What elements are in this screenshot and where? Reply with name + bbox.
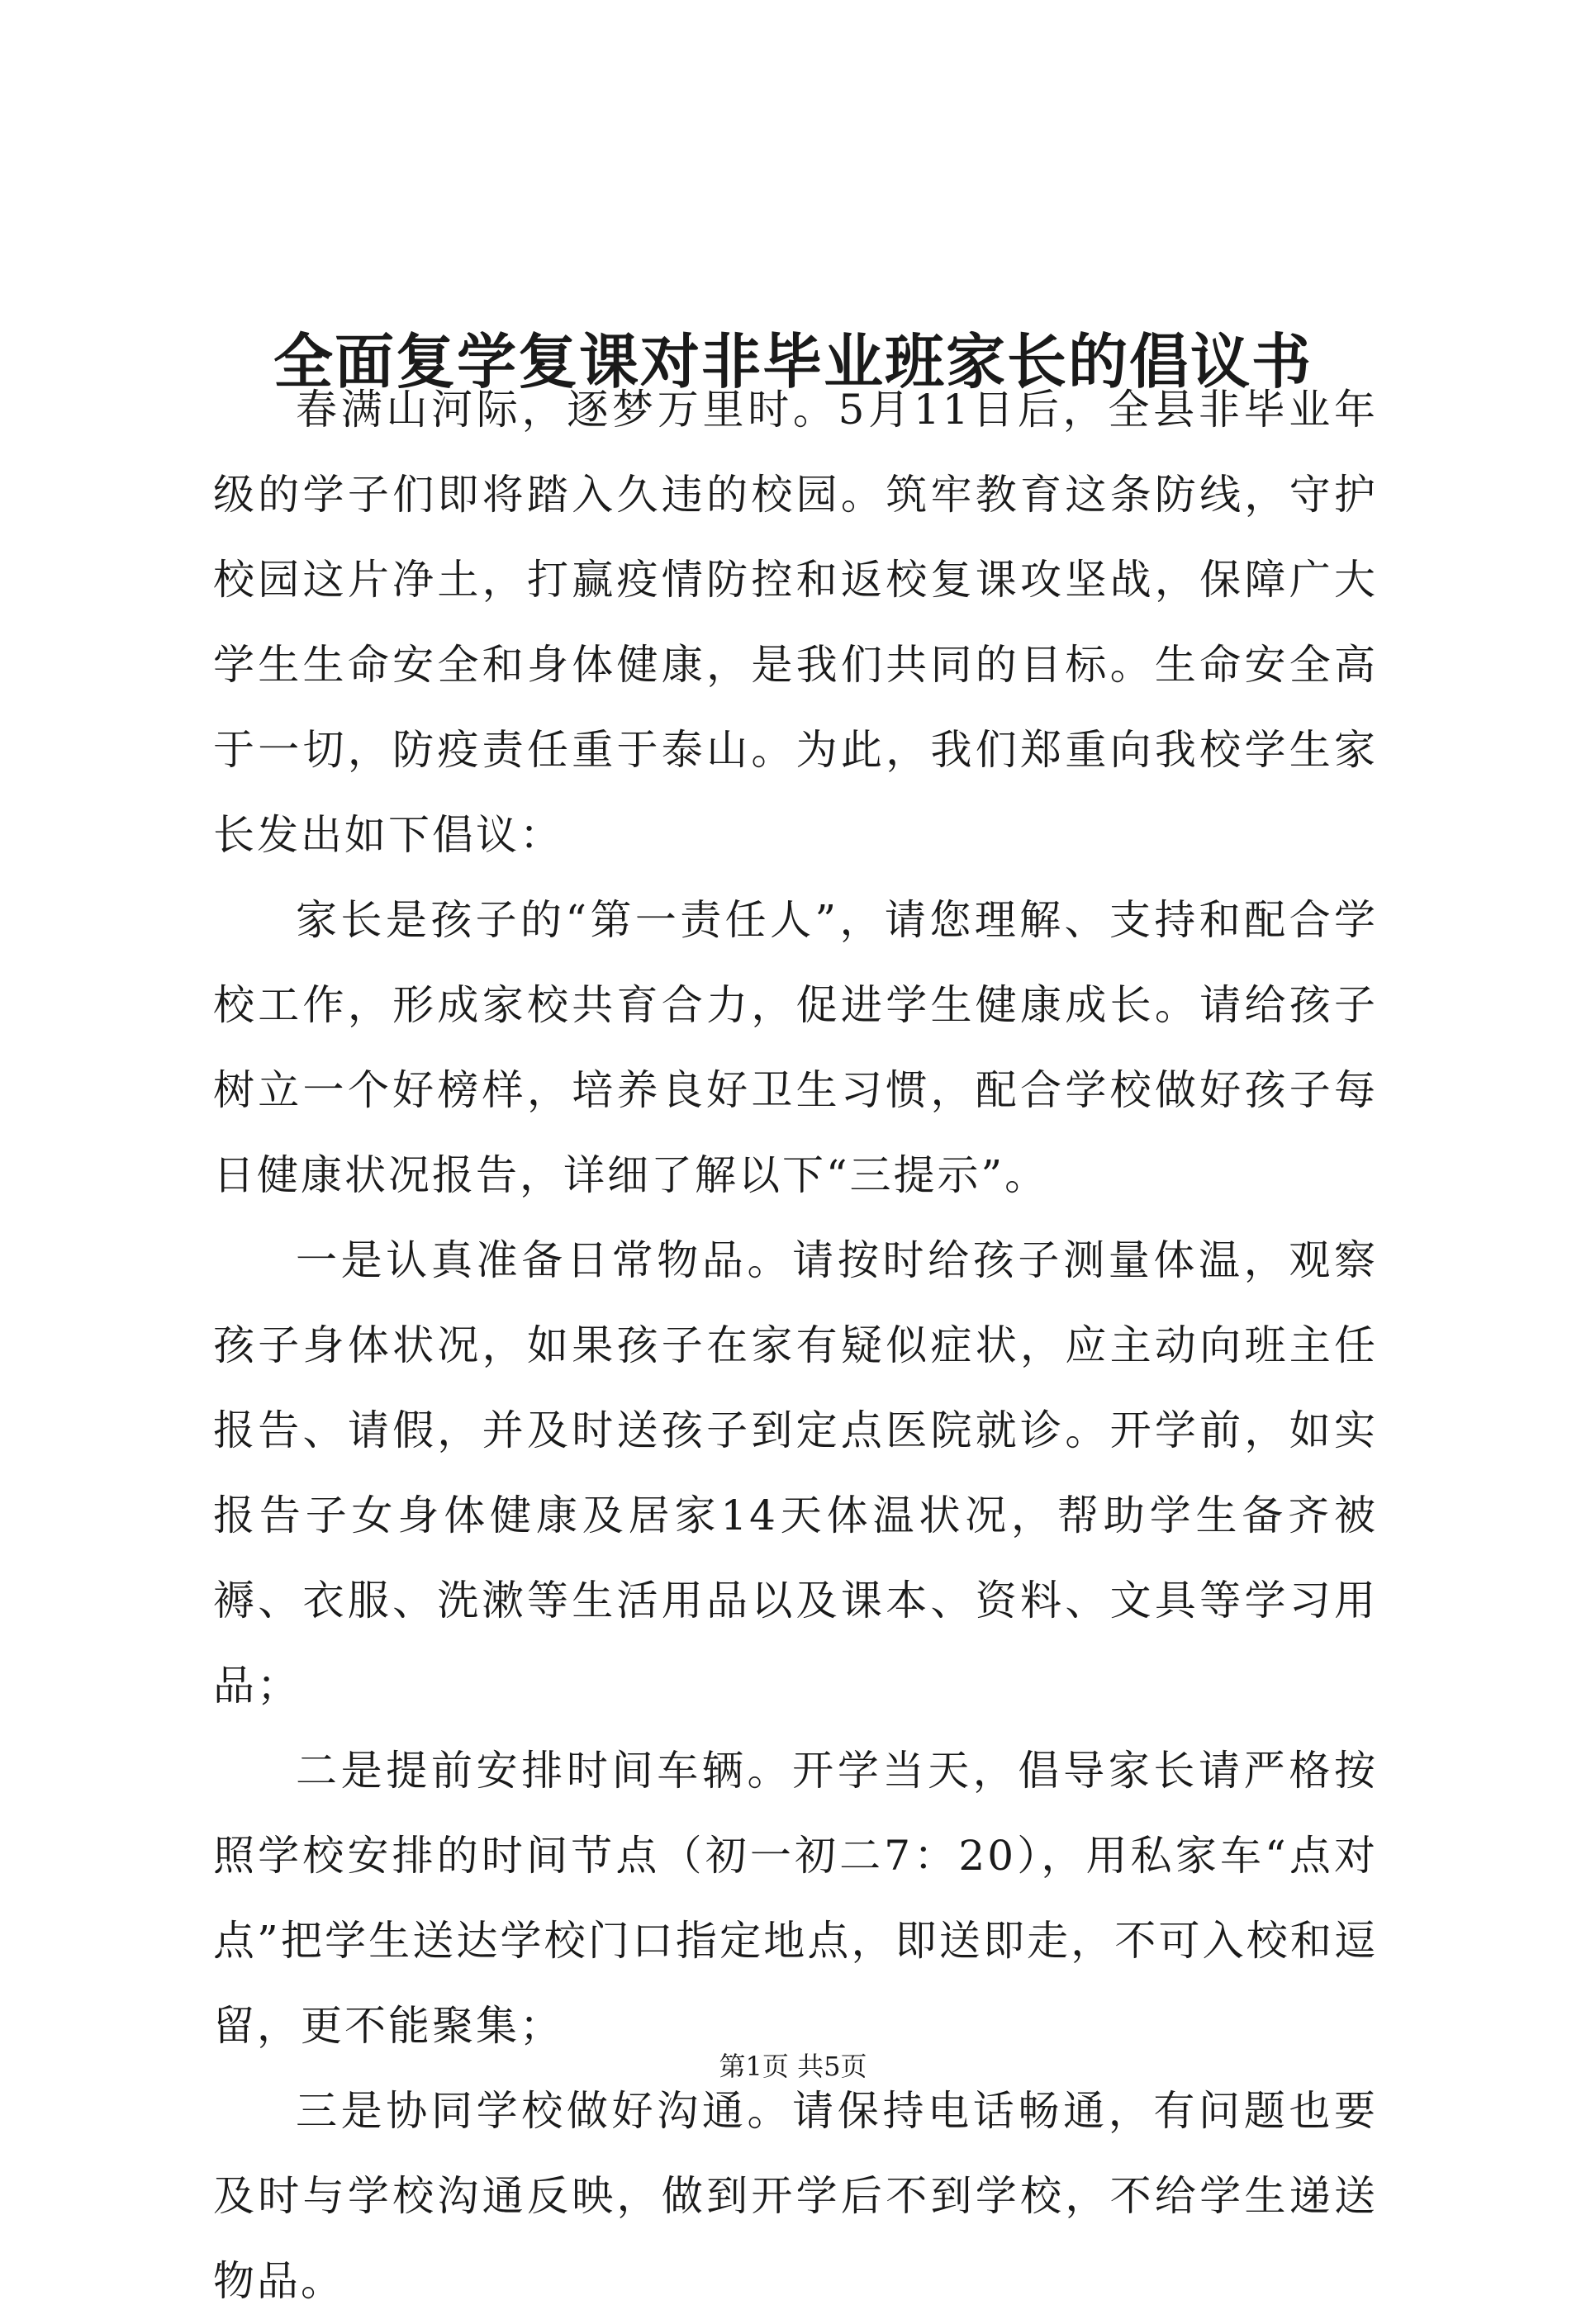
document-body bbox=[213, 368, 1378, 2324]
paragraph-tip-one: 一是认真准备日常物品。请按时给孩子测量体温，观察孩子身体状况，如果孩子在家有疑似症状，应主动向班主任报告、请假，并及时送孩子到定点医院就诊。开学前，如实报告子女身体健康及居家14天体温状况，帮助学生备齐被褥、衣服、洗漱等生活用品以及课本、资料、文具等学习用品； bbox=[213, 1236, 1378, 1710]
paragraph-tip-three: 三是协同学校做好沟通。请保持电话畅通，有问题也要及时与学校沟通反映，做到开学后不到学校，不给学生递送物品。 bbox=[213, 2087, 1378, 2305]
document-title: 全面复学复课对非毕业班家长的倡议书 bbox=[273, 327, 1313, 397]
paragraph-parent-role: 家长是孩子的“第一责任人”，请您理解、支持和配合学校工作，形成家校共育合力，促进学生健康成长。请给孩子树立一个好榜样，培养良好卫生习惯，配合学校做好孩子每日健康状况报告，详细了解以下“三提示”。 bbox=[213, 896, 1378, 1199]
page-number-footer: 第1页 共5页 bbox=[719, 2051, 867, 2082]
paragraph-intro: 春满山河际，逐梦万里时。5月11日后，全县非毕业年级的学子们即将踏入久违的校园。筑牢教育这条防线，守护校园这片净土，打赢疫情防控和返校复课攻坚战，保障广大学生生命安全和身体健康，是我们共同的目标。生命安全高于一切，防疫责任重于泰山。为此，我们郑重向我校学生家长发出如下倡议： bbox=[213, 386, 1378, 859]
paragraph-tip-two: 二是提前安排时间车辆。开学当天，倡导家长请严格按照学校安排的时间节点（初一初二7：20），用私家车“点对点”把学生送达学校门口指定地点，即送即走，不可入校和逗留，更不能聚集； bbox=[213, 1747, 1378, 2050]
